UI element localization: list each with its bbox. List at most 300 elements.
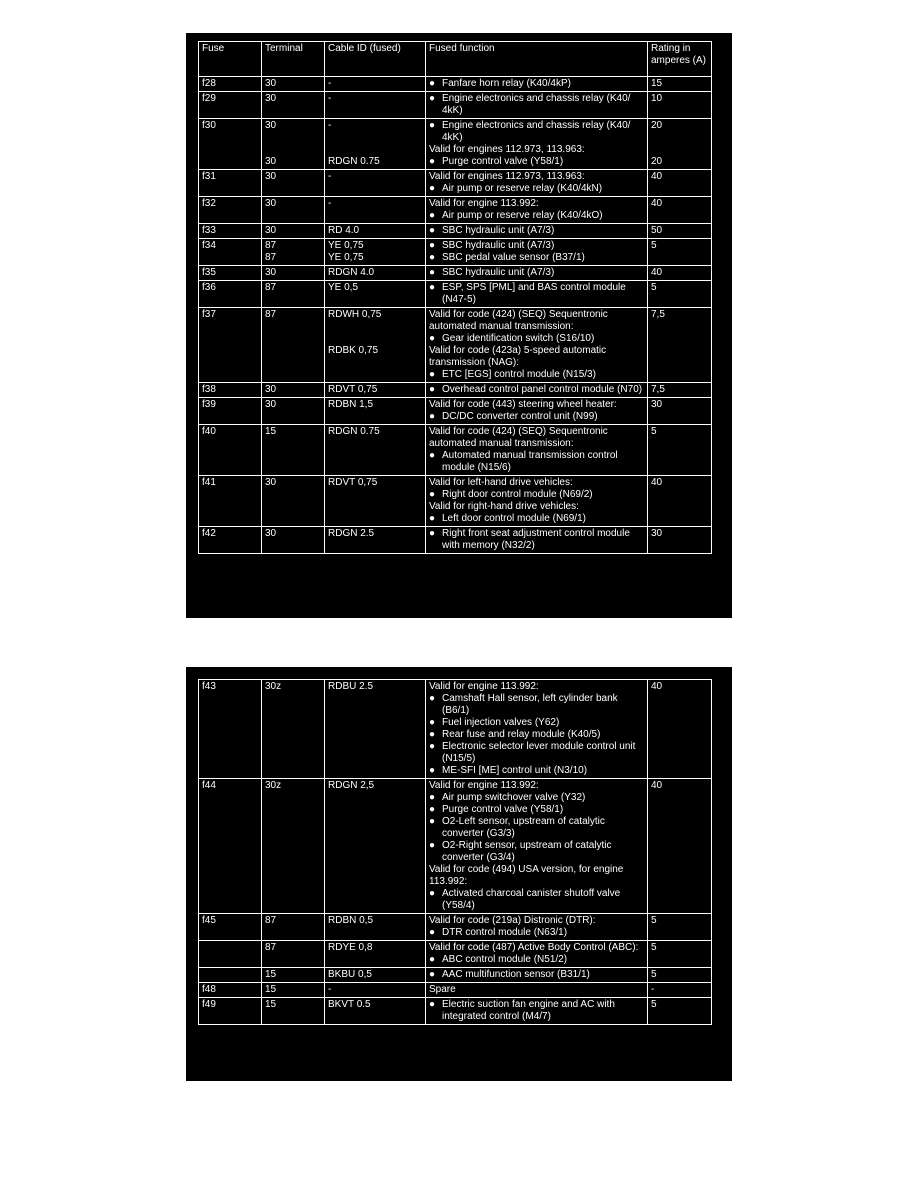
table-row — [199, 281, 712, 308]
bullet-icon: ● — [429, 840, 436, 851]
table-row — [199, 266, 712, 281]
function-text: Camshaft Hall sensor, left cylinder bank (B6/1) — [442, 693, 618, 716]
bullet-icon: ● — [429, 765, 436, 776]
cable-id-cell — [325, 224, 426, 238]
fuse-cell: f36 — [199, 281, 262, 307]
bullet-icon: ● — [429, 693, 436, 704]
function-bullet-item — [429, 450, 644, 474]
terminal-value: 15 — [265, 969, 277, 980]
rating-value: 20 — [651, 120, 663, 131]
bullet-icon: ● — [429, 528, 436, 539]
rating-value: 5 — [651, 282, 657, 293]
fuse-cell: f48 — [199, 983, 262, 997]
function-condition: Valid for code (424) (SEQ) Sequentronic automated manual transmission: — [429, 309, 608, 332]
rating-value: 5 — [651, 942, 657, 953]
terminal-value: 87 — [265, 915, 277, 926]
function-condition: Valid for right-hand drive vehicles: — [429, 501, 579, 512]
function-text: Activated charcoal canister shutoff valve (Y58/4) — [442, 888, 621, 911]
bullet-icon: ● — [429, 78, 436, 89]
function-condition: Valid for engine 113.992: — [429, 681, 539, 692]
function-text: Engine electronics and chassis relay (K40/ 4kK) — [442, 120, 631, 143]
function-text: O2-Left sensor, upstream of catalytic converter (G3/3) — [442, 816, 605, 839]
function-bullet-item — [429, 528, 644, 552]
terminal-cell — [262, 527, 325, 553]
function-text: ETC [EGS] control module (N15/3) — [442, 369, 596, 380]
bullet-icon: ● — [429, 927, 436, 938]
fused-function-cell — [426, 983, 648, 997]
terminal-value: 30 — [265, 267, 277, 278]
function-bullet-item — [429, 804, 644, 816]
fuse-table-page-2 — [186, 667, 732, 1081]
function-bullet-item — [429, 78, 644, 90]
rating-value: 50 — [651, 225, 663, 236]
header-cable-id: Cable ID (fused) — [325, 42, 426, 76]
cable-id-value: - — [328, 171, 332, 182]
fused-function-cell — [426, 941, 648, 967]
table-body — [199, 77, 712, 554]
table-row — [199, 941, 712, 968]
header-fuse: Fuse — [199, 42, 262, 76]
function-text: Air pump switchover valve (Y32) — [442, 792, 586, 803]
rating-value: 20 — [651, 156, 663, 167]
function-text: ME-SFI [ME] control unit (N3/10) — [442, 765, 588, 776]
table-row — [199, 398, 712, 425]
bullet-icon: ● — [429, 120, 436, 131]
rating-cell — [648, 170, 712, 196]
terminal-value: 87 — [265, 942, 277, 953]
fused-function-cell — [426, 308, 648, 382]
function-bullet-item — [429, 282, 644, 306]
function-text: DC/DC converter control unit (N99) — [442, 411, 598, 422]
fused-function-cell — [426, 239, 648, 265]
rating-value: 40 — [651, 477, 663, 488]
table-row — [199, 527, 712, 554]
fused-function-cell — [426, 476, 648, 526]
fuse-cell: f35 — [199, 266, 262, 280]
terminal-value: 87 — [265, 309, 277, 320]
bullet-icon: ● — [429, 156, 436, 167]
cable-id-value: RD 4.0 — [328, 225, 360, 236]
bullet-icon: ● — [429, 489, 436, 500]
rating-value — [651, 144, 708, 156]
cable-id-cell — [325, 398, 426, 424]
function-text: Left door control module (N69/1) — [442, 513, 586, 524]
function-bullet-item — [429, 999, 644, 1023]
fuse-cell: f42 — [199, 527, 262, 553]
cable-id-cell — [325, 92, 426, 118]
fuse-cell: f30 — [199, 119, 262, 169]
bullet-icon: ● — [429, 954, 436, 965]
rating-value: 5 — [651, 969, 657, 980]
rating-value — [651, 132, 708, 144]
table-row — [199, 92, 712, 119]
rating-cell — [648, 239, 712, 265]
rating-cell — [648, 941, 712, 967]
cable-id-cell — [325, 914, 426, 940]
rating-value: 10 — [651, 93, 663, 104]
table-row — [199, 914, 712, 941]
terminal-cell — [262, 77, 325, 91]
terminal-value: 30 — [265, 156, 277, 167]
terminal-cell — [262, 224, 325, 238]
function-condition: Valid for code (494) USA version, for engine 113.992: — [429, 864, 624, 887]
cable-id-cell — [325, 266, 426, 280]
terminal-value: 15 — [265, 984, 277, 995]
cable-id-cell — [325, 197, 426, 223]
function-text: Purge control valve (Y58/1) — [442, 156, 564, 167]
fused-function-cell — [426, 527, 648, 553]
table-row — [199, 77, 712, 92]
table-body — [199, 680, 712, 1025]
cable-id-value: YE 0,75 — [328, 252, 364, 263]
bullet-icon: ● — [429, 816, 436, 827]
table-row — [199, 779, 712, 914]
cable-id-value: YE 0,75 — [328, 240, 364, 251]
function-bullet-item — [429, 93, 644, 117]
rating-cell — [648, 425, 712, 475]
terminal-value: 87 — [265, 282, 277, 293]
fused-function-cell — [426, 383, 648, 397]
rating-value: 30 — [651, 399, 663, 410]
terminal-value: 30 — [265, 399, 277, 410]
function-condition: Valid for code (219a) Distronic (DTR): — [429, 915, 596, 926]
function-bullet-item — [429, 225, 644, 237]
fused-function-cell — [426, 998, 648, 1024]
function-text: AAC multifunction sensor (B31/1) — [442, 969, 590, 980]
rating-value: 7,5 — [651, 309, 665, 320]
rating-value: 40 — [651, 780, 663, 791]
function-bullet-item — [429, 489, 644, 501]
cable-id-value — [328, 132, 422, 144]
rating-value: 5 — [651, 999, 657, 1010]
function-text: Purge control valve (Y58/1) — [442, 804, 564, 815]
cable-id-value — [328, 144, 422, 156]
rating-value: 5 — [651, 240, 657, 251]
function-bullet-item — [429, 927, 644, 939]
cable-id-value: - — [328, 120, 332, 131]
rating-cell — [648, 308, 712, 382]
function-text: DTR control module (N63/1) — [442, 927, 568, 938]
function-bullet-item — [429, 333, 644, 345]
fuse-cell: f38 — [199, 383, 262, 397]
fuse-table-page-1 — [186, 33, 732, 618]
function-bullet-item — [429, 792, 644, 804]
table-row — [199, 224, 712, 239]
terminal-cell — [262, 266, 325, 280]
rating-cell — [648, 281, 712, 307]
terminal-value — [265, 132, 321, 144]
function-text: ABC control module (N51/2) — [442, 954, 568, 965]
rating-value: 5 — [651, 426, 657, 437]
function-text: O2-Right sensor, upstream of catalytic converter (G3/4) — [442, 840, 612, 863]
cable-id-cell — [325, 941, 426, 967]
cable-id-value: RDYE 0,8 — [328, 942, 373, 953]
fuse-cell: f34 — [199, 239, 262, 265]
cable-id-value — [328, 333, 422, 345]
bullet-icon: ● — [429, 225, 436, 236]
rating-cell — [648, 779, 712, 913]
rating-value: 5 — [651, 915, 657, 926]
bullet-icon: ● — [429, 729, 436, 740]
table-row — [199, 239, 712, 266]
function-text: Fanfare horn relay (K40/4kP) — [442, 78, 571, 89]
bullet-icon: ● — [429, 183, 436, 194]
function-bullet-item — [429, 252, 644, 264]
terminal-value: 30 — [265, 120, 277, 131]
fused-function-cell — [426, 425, 648, 475]
bullet-icon: ● — [429, 369, 436, 380]
cable-id-cell — [325, 281, 426, 307]
table-row — [199, 983, 712, 998]
terminal-value: 30z — [265, 780, 282, 791]
rating-cell — [648, 527, 712, 553]
terminal-cell — [262, 476, 325, 526]
bullet-icon: ● — [429, 888, 436, 899]
fused-function-cell — [426, 779, 648, 913]
cable-id-value: - — [328, 198, 332, 209]
function-bullet-item — [429, 369, 644, 381]
function-text: Fuel injection valves (Y62) — [442, 717, 560, 728]
cable-id-value: RDGN 2.5 — [328, 528, 375, 539]
rating-value: 40 — [651, 198, 663, 209]
bullet-icon: ● — [429, 333, 436, 344]
bullet-icon: ● — [429, 252, 436, 263]
table-row — [199, 170, 712, 197]
function-text: Overhead control panel control module (N70) — [442, 384, 643, 395]
bullet-icon: ● — [429, 969, 436, 980]
fused-function-cell — [426, 170, 648, 196]
terminal-value: 30 — [265, 198, 277, 209]
bullet-icon: ● — [429, 450, 436, 461]
terminal-value: 87 — [265, 240, 277, 251]
header-rating: Rating in amperes (A) — [648, 42, 712, 76]
bullet-icon: ● — [429, 792, 436, 803]
cable-id-value: BKBU 0,5 — [328, 969, 372, 980]
fused-function-cell — [426, 281, 648, 307]
fused-function-cell — [426, 266, 648, 280]
fuse-table-continued — [198, 679, 712, 1025]
table-row — [199, 998, 712, 1025]
table-row — [199, 476, 712, 527]
function-text: Automated manual transmission control module (N15/6) — [442, 450, 618, 473]
cable-id-value: RDGN 4.0 — [328, 267, 375, 278]
fused-function-cell — [426, 398, 648, 424]
function-bullet-item — [429, 267, 644, 279]
terminal-value: 30 — [265, 225, 277, 236]
fuse-cell: f39 — [199, 398, 262, 424]
function-text: Air pump or reserve relay (K40/4kN) — [442, 183, 603, 194]
rating-cell — [648, 680, 712, 778]
header-fused-function: Fused function — [426, 42, 648, 76]
function-condition: Valid for code (443) steering wheel heater: — [429, 399, 617, 410]
cable-id-cell — [325, 77, 426, 91]
cable-id-value: RDGN 2,5 — [328, 780, 375, 791]
terminal-value: 15 — [265, 426, 277, 437]
cable-id-value: RDGN 0.75 — [328, 156, 380, 167]
cable-id-value: RDBN 1,5 — [328, 399, 374, 410]
function-bullet-item — [429, 693, 644, 717]
table-row — [199, 119, 712, 170]
terminal-cell — [262, 308, 325, 382]
table-row — [199, 680, 712, 779]
table-row — [199, 425, 712, 476]
fuse-cell — [199, 968, 262, 982]
cable-id-value: RDWH 0,75 — [328, 309, 382, 320]
function-text: Right door control module (N69/2) — [442, 489, 593, 500]
fuse-cell: f41 — [199, 476, 262, 526]
cable-id-value: RDBN 0,5 — [328, 915, 374, 926]
rating-cell — [648, 914, 712, 940]
terminal-value: 30 — [265, 528, 277, 539]
cable-id-cell — [325, 779, 426, 913]
terminal-cell — [262, 998, 325, 1024]
rating-value: 7,5 — [651, 384, 665, 395]
function-condition: Valid for engine 113.992: — [429, 198, 539, 209]
bullet-icon: ● — [429, 513, 436, 524]
function-bullet-item — [429, 120, 644, 144]
cable-id-cell — [325, 239, 426, 265]
bullet-icon: ● — [429, 411, 436, 422]
fused-function-cell — [426, 92, 648, 118]
fused-function-cell — [426, 197, 648, 223]
terminal-cell — [262, 680, 325, 778]
header-terminal: Terminal — [262, 42, 325, 76]
rating-value: - — [651, 984, 655, 995]
terminal-cell — [262, 398, 325, 424]
function-text: Air pump or reserve relay (K40/4kO) — [442, 210, 603, 221]
bullet-icon: ● — [429, 804, 436, 815]
function-text: Engine electronics and chassis relay (K40/ 4kK) — [442, 93, 631, 116]
function-bullet-item — [429, 840, 644, 864]
terminal-value: 30 — [265, 171, 277, 182]
rating-cell — [648, 998, 712, 1024]
function-text: SBC hydraulic unit (A7/3) — [442, 240, 555, 251]
cable-id-cell — [325, 680, 426, 778]
function-bullet-item — [429, 240, 644, 252]
cable-id-value: - — [328, 93, 332, 104]
terminal-value: 30z — [265, 681, 282, 692]
fuse-cell: f49 — [199, 998, 262, 1024]
bullet-icon: ● — [429, 717, 436, 728]
cable-id-value — [328, 321, 422, 333]
function-bullet-item — [429, 411, 644, 423]
function-condition: Valid for code (424) (SEQ) Sequentronic automated manual transmission: — [429, 426, 608, 449]
terminal-value: 30 — [265, 78, 277, 89]
cable-id-value: RDVT 0,75 — [328, 384, 378, 395]
cable-id-cell — [325, 308, 426, 382]
terminal-cell — [262, 92, 325, 118]
fuse-cell: f29 — [199, 92, 262, 118]
cable-id-cell — [325, 425, 426, 475]
function-bullet-item — [429, 741, 644, 765]
cable-id-value: RDBU 2.5 — [328, 681, 374, 692]
fuse-cell: f45 — [199, 914, 262, 940]
terminal-value: 30 — [265, 477, 277, 488]
fuse-cell: f37 — [199, 308, 262, 382]
fuse-cell: f33 — [199, 224, 262, 238]
rating-value: 40 — [651, 171, 663, 182]
function-bullet-item — [429, 156, 644, 168]
table-row — [199, 968, 712, 983]
table-row — [199, 308, 712, 383]
fuse-cell: f40 — [199, 425, 262, 475]
function-text: SBC hydraulic unit (A7/3) — [442, 267, 555, 278]
function-condition: Valid for engines 112.973, 113.963: — [429, 171, 585, 182]
rating-cell — [648, 983, 712, 997]
rating-cell — [648, 224, 712, 238]
terminal-value: 30 — [265, 93, 277, 104]
rating-cell — [648, 968, 712, 982]
cable-id-value: - — [328, 78, 332, 89]
terminal-value: 15 — [265, 999, 277, 1010]
function-bullet-item — [429, 765, 644, 777]
rating-cell — [648, 197, 712, 223]
terminal-cell — [262, 281, 325, 307]
cable-id-cell — [325, 527, 426, 553]
rating-cell — [648, 77, 712, 91]
function-text: Electric suction fan engine and AC with integrated control (M4/7) — [442, 999, 615, 1022]
fuse-cell — [199, 941, 262, 967]
cable-id-value: - — [328, 984, 332, 995]
fuse-table — [198, 41, 712, 554]
rating-cell — [648, 92, 712, 118]
cable-id-value: RDVT 0,75 — [328, 477, 378, 488]
terminal-cell — [262, 170, 325, 196]
bullet-icon: ● — [429, 93, 436, 104]
fuse-cell: f32 — [199, 197, 262, 223]
fuse-cell: f28 — [199, 77, 262, 91]
table-row — [199, 197, 712, 224]
rating-cell — [648, 383, 712, 397]
cable-id-value: BKVT 0.5 — [328, 999, 371, 1010]
cable-id-value: YE 0,5 — [328, 282, 359, 293]
bullet-icon: ● — [429, 240, 436, 251]
bullet-icon: ● — [429, 267, 436, 278]
bullet-icon: ● — [429, 999, 436, 1010]
function-bullet-item — [429, 384, 644, 396]
function-text: Rear fuse and relay module (K40/5) — [442, 729, 601, 740]
function-text: Electronic selector lever module control unit (N15/5) — [442, 741, 636, 764]
terminal-cell — [262, 941, 325, 967]
terminal-cell — [262, 779, 325, 913]
fuse-cell: f44 — [199, 779, 262, 913]
fuse-cell: f31 — [199, 170, 262, 196]
function-text: ESP, SPS [PML] and BAS control module (N47-5) — [442, 282, 626, 305]
function-condition: Valid for engine 113.992: — [429, 780, 539, 791]
cable-id-cell — [325, 998, 426, 1024]
cable-id-value: RDGN 0.75 — [328, 426, 380, 437]
fused-function-cell — [426, 77, 648, 91]
terminal-cell — [262, 425, 325, 475]
rating-cell — [648, 476, 712, 526]
cable-id-cell — [325, 170, 426, 196]
function-condition: Valid for code (423a) 5-speed automatic transmission (NAG): — [429, 345, 607, 368]
function-bullet-item — [429, 210, 644, 222]
rating-value: 40 — [651, 267, 663, 278]
cable-id-cell — [325, 119, 426, 169]
rating-cell — [648, 398, 712, 424]
terminal-value — [265, 144, 321, 156]
function-text: Gear identification switch (S16/10) — [442, 333, 595, 344]
table-row — [199, 383, 712, 398]
bullet-icon: ● — [429, 210, 436, 221]
function-text: SBC pedal value sensor (B37/1) — [442, 252, 585, 263]
function-bullet-item — [429, 717, 644, 729]
terminal-cell — [262, 239, 325, 265]
function-bullet-item — [429, 888, 644, 912]
function-text: Right front seat adjustment control module with memory (N32/2) — [442, 528, 630, 551]
terminal-cell — [262, 914, 325, 940]
